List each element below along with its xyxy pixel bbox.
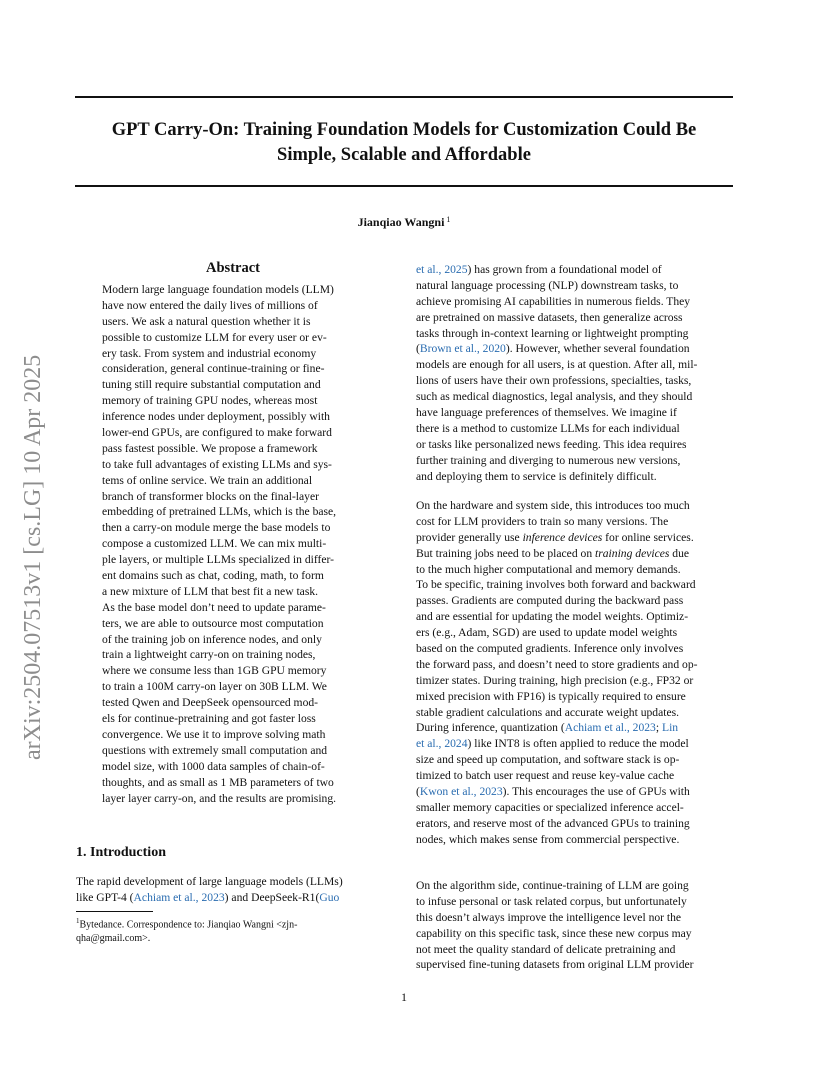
text-line: ters, we are able to outsource most computation bbox=[102, 616, 324, 630]
text-line: and are essential for updating the model weights. Optimiz- bbox=[416, 610, 689, 624]
text-line: ers (e.g., Adam, SGD) are used to update model weights bbox=[416, 626, 678, 640]
text-line: tested Qwen and DeepSeek opensourced mod- bbox=[102, 696, 319, 710]
footnote bbox=[76, 914, 394, 946]
text-line: layer layer carry-on, and the results are promising. bbox=[102, 791, 337, 805]
text-line: to take full advantages of existing LLMs and sys- bbox=[102, 457, 332, 471]
text-line: timized to batch user request and reuse key-value cache bbox=[416, 769, 675, 783]
text-line: natural language processing (NLP) downstream tasks, to bbox=[416, 278, 679, 292]
right-paragraph-1 bbox=[416, 262, 734, 484]
text-line: inference nodes under deployment, possibly with bbox=[102, 410, 330, 424]
text-line: to the much higher computational and memory demands. bbox=[416, 562, 681, 576]
text-line: such as medical diagnostics, legal analysis, and they should bbox=[416, 390, 693, 404]
text-line: achieve promising AI capabilities in numerous fields. They bbox=[416, 294, 691, 308]
title-line-2: Simple, Scalable and Affordable bbox=[277, 145, 531, 165]
author-affiliation-mark: 1 bbox=[446, 215, 451, 224]
citation-link[interactable]: Achiam et al., 2023 bbox=[133, 890, 225, 904]
text-line: or tasks like personalized news feeding. This idea requires bbox=[416, 437, 687, 451]
text-line: users. We ask a natural question whether it is bbox=[102, 314, 311, 328]
text-line: where we consume less than 1GB GPU memory bbox=[102, 664, 327, 678]
section-heading-introduction: 1. Introduction bbox=[76, 845, 166, 860]
abstract-heading: Abstract bbox=[206, 260, 260, 276]
arxiv-stamp[interactable]: arXiv:2504.07513v1 [cs.LG] 10 Apr 2025 bbox=[20, 354, 46, 760]
footnote-mark: 1 bbox=[76, 917, 80, 925]
footnote-line: $^1$Bytedance. Correspondence to: Jianqiao Wangni <zjn- bbox=[76, 917, 298, 931]
page-number: 1 bbox=[401, 990, 407, 1004]
text-line: thoughts, and as small as 1 MB parameters of two bbox=[102, 775, 334, 789]
text-line: et al., 2025) has grown from a foundational model of bbox=[416, 263, 662, 276]
text-line: tasks through in-context learning or lightweight prompting bbox=[416, 326, 689, 340]
intro-line: like GPT-4 (Achiam et al., 2023) and DeepSeek-R1(Guo bbox=[76, 890, 340, 904]
text-line: During inference, quantization (Achiam et al., 2023; Lin bbox=[416, 721, 679, 735]
text-line: But training jobs need to be placed on training devices due bbox=[416, 546, 690, 560]
emphasis: training devices bbox=[595, 546, 670, 560]
text-line: the forward pass, and doesn’t need to store gradients and op- bbox=[416, 657, 698, 671]
text-line: memory of training GPU nodes, whereas most bbox=[102, 394, 318, 408]
text-line: timizer states. During training, high precision (e.g., FP32 or bbox=[416, 673, 694, 687]
top-rule bbox=[75, 96, 733, 98]
text-line: tems of online service. We train an additional bbox=[102, 473, 313, 487]
text-line: capability on this specific task, since these new corpus may bbox=[416, 926, 692, 940]
text-line: a new mixture of LLM that best fit a new task. bbox=[102, 584, 319, 598]
text-line: nodes, which makes sense from commercial perspective. bbox=[416, 832, 680, 846]
text-line: On the hardware and system side, this introduces too much bbox=[416, 499, 690, 512]
text-line: embedding of pretrained LLMs, which is the base, bbox=[102, 505, 337, 519]
text-line: compose a customized LLM. We can mix multi- bbox=[102, 537, 327, 551]
citation-link[interactable]: Lin bbox=[661, 721, 679, 735]
author-line bbox=[75, 215, 733, 230]
text-line: tuning still require substantial computation and bbox=[102, 378, 321, 392]
intro-line: The rapid development of large language models (LLMs) bbox=[76, 875, 343, 888]
text-line: et al., 2024) like INT8 is often applied to reduce the model bbox=[416, 737, 689, 751]
text-line: erators, and reserve most of the advanced GPUs to training bbox=[416, 816, 690, 830]
title-line-1: GPT Carry-On: Training Foundation Models for Customization Could Be bbox=[111, 120, 697, 140]
text-line: supervised fine-tuning datasets from original LLM provider bbox=[416, 958, 694, 972]
text-line: Modern large language foundation models (LLM) bbox=[102, 283, 334, 296]
paper-title bbox=[75, 118, 733, 168]
text-line: els for continue-pretraining and got faster loss bbox=[102, 712, 316, 726]
right-paragraph-2 bbox=[416, 498, 734, 848]
text-line: smaller memory capacities or specialized inference accel- bbox=[416, 800, 684, 814]
text-line: (Brown et al., 2020). However, whether several foundation bbox=[416, 342, 690, 356]
text-line: passes. Gradients are computed during the backward pass bbox=[416, 594, 684, 608]
text-line: ent domains such as chat, coding, math, to form bbox=[102, 569, 324, 583]
citation-link[interactable]: Achiam et al., 2023 bbox=[564, 721, 656, 735]
citation-link[interactable]: Brown et al., 2020 bbox=[419, 342, 506, 356]
text-line: branch of transformer blocks on the final-layer bbox=[102, 489, 319, 503]
text-line: ery task. From system and industrial economy bbox=[102, 346, 317, 360]
text-line: consideration, general continue-training or fine- bbox=[102, 362, 325, 376]
text-line: (Kwon et al., 2023). This encourages the use of GPUs with bbox=[416, 785, 690, 799]
text-line: based on the computed gradients. Inference only involves bbox=[416, 642, 684, 656]
footnote-rule bbox=[76, 911, 153, 912]
text-line: size and speed up computation, and software stack is op- bbox=[416, 753, 680, 767]
text-line: lions of users have their own professions, specialties, tasks, bbox=[416, 374, 692, 388]
text-line: not meet the quality standard of delicate pretraining and bbox=[416, 942, 676, 956]
citation-link[interactable]: et al., 2025 bbox=[416, 263, 468, 276]
text-line: further training and diverging to numerous new versions, bbox=[416, 453, 681, 467]
right-paragraph-3 bbox=[416, 878, 734, 973]
text-line: to infuse personal or task related corpus, but unfortunately bbox=[416, 894, 687, 908]
footnote-line: qha@gmail.com>. bbox=[76, 933, 151, 945]
text-line: train a lightweight carry-on on training nodes, bbox=[102, 648, 316, 662]
text-line: and deploying them to service is definitely difficult. bbox=[416, 469, 657, 483]
text-line: have now entered the daily lives of millions of bbox=[102, 298, 318, 312]
text-line: As the base model don’t need to update parame- bbox=[102, 600, 326, 614]
text-line: are pretrained on massive datasets, then generalize across bbox=[416, 310, 683, 324]
text-line: convergence. We use it to improve solving math bbox=[102, 727, 326, 741]
text-line: possible to customize LLM for every user or ev- bbox=[102, 330, 327, 344]
text-line: lower-end GPUs, are configured to make forward bbox=[102, 426, 332, 440]
text-line: mixed precision with FP16) is typically required to ensure bbox=[416, 689, 686, 703]
text-line: cost for LLM providers to train so many versions. The bbox=[416, 514, 669, 528]
text-line: pass fastest possible. We propose a framework bbox=[102, 441, 318, 455]
text-line: this doesn’t always improve the intelligence level nor the bbox=[416, 910, 682, 924]
text-line: provider generally use inference devices for online services. bbox=[416, 530, 694, 544]
text-line: have language preferences of themselves. We imagine if bbox=[416, 406, 677, 420]
text-line: then a carry-on module merge the base models to bbox=[102, 521, 331, 535]
text-line: stable gradient calculations and accurate weight updates. bbox=[416, 705, 680, 719]
bottom-rule bbox=[75, 185, 733, 187]
citation-link[interactable]: Kwon et al., 2023 bbox=[419, 785, 503, 799]
text-line: models are enough for all users, is at question. After all, mil- bbox=[416, 358, 698, 372]
abstract-body bbox=[102, 282, 366, 806]
text-line: On the algorithm side, continue-training of LLM are going bbox=[416, 879, 689, 892]
text-line: ple layers, or multiple LLMs specialized in differ- bbox=[102, 553, 334, 567]
text-line: To be specific, training involves both forward and backward bbox=[416, 578, 696, 592]
text-line: questions with extremely small computation and bbox=[102, 743, 328, 757]
text-line: model size, with 1000 data samples of chain-of- bbox=[102, 759, 325, 773]
text-line: there is a method to customize LLMs for each individual bbox=[416, 421, 680, 435]
citation-link[interactable]: Guo bbox=[319, 890, 340, 904]
author-name: Jianqiao Wangni bbox=[357, 215, 445, 229]
text-line: to train a 100M carry-on layer on 30B LLM. We bbox=[102, 680, 327, 694]
text-line: of the training job on inference nodes, and only bbox=[102, 632, 322, 646]
citation-link[interactable]: et al., 2024 bbox=[416, 737, 468, 751]
intro-paragraph bbox=[76, 874, 394, 906]
emphasis: inference devices bbox=[522, 530, 603, 544]
